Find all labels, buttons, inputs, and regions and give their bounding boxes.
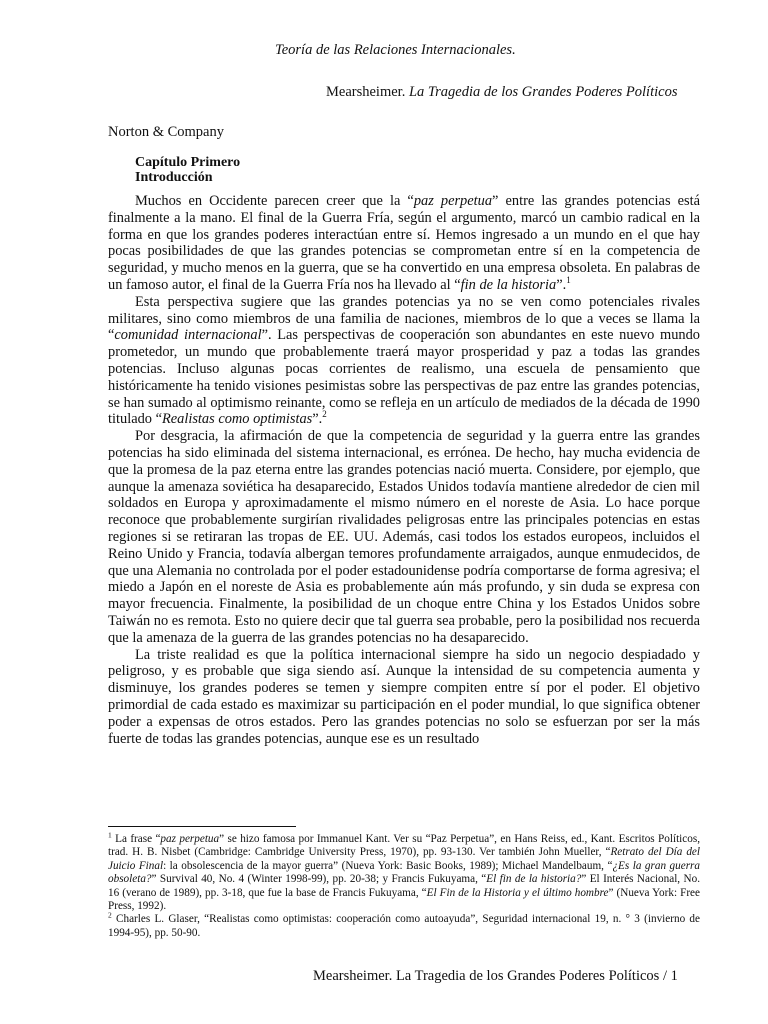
footnote-divider [108,826,296,827]
italic-run: El Fin de la Historia y el último hombre [426,886,609,899]
text-run: ” Survival 40, No. 4 (Winter 1998-99), pp. 20-38; y Francis Fukuyama, “ [151,873,487,886]
text-run: Esta perspectiva sugiere que las grandes potencias ya no se ven como potenciales rivales militares, sino como miembros de una familia de naciones, miembros de lo que a veces se llama la “ [108,293,700,344]
footnote-number: 1 [108,830,112,840]
running-header-course: Teoría de las Relaciones Internacionales. [275,42,516,58]
footnotes [108,830,701,940]
page-footer: Mearsheimer. La Tragedia de los Grandes Poderes Políticos / 1 [313,968,678,984]
text-run: ” El Interés Nacional, No. 16 (verano de 1989), pp. 3-18, que fue la base de Francis Fukuyama, “ [108,873,700,899]
chapter-heading [135,155,240,185]
italic-run: paz perpetua [413,193,493,209]
text-run: ”. [312,411,323,428]
italic-run: Retrato del Día del Juicio Final [108,846,700,872]
footnote-1 [108,830,701,913]
text-run: ” entre las grandes potencias está finalmente a la mano. El final de la Guerra Fría, según el argumento, marcó un cambio radical en la forma en que los grandes poderes interactúan entre sí. Hemos ingresado a un mundo en el que hay pocas posibilidades de que las grandes potencias se comprometan entre sí en la competencia de seguridad, y mucho menos en la guerra, que se ha convertido en una empresa obsoleta. En palabras de un famoso autor, el final de la Guerra Fría nos ha llevado al “ [108,193,700,293]
italic-run: El fin de la historia? [486,873,582,886]
header-author: Mearsheimer. [326,84,406,100]
chapter-title: Introducción [135,170,213,185]
italic-run: comunidad internacional [114,327,262,344]
footnote-2 [108,910,700,940]
chapter-number: Capítulo Primero [135,155,241,170]
paragraph-1 [108,193,700,294]
italic-run: fin de la historia [460,276,557,293]
italic-run: Realistas como optimistas [161,411,313,428]
publisher-line: Norton & Company [108,124,224,140]
text-run: ” se hizo famosa por Immanuel Kant. Ver su “Paz Perpetua”, en Hans Reiss, ed., Kant. Escritos Políticos, trad. H. B. Nisbet (Cambridge: Cambridge University Press, 1970), pp. 93-130. Ver también John Mueller, “ [108,833,700,859]
text-run: Muchos en Occidente parecen creer que la “ [135,193,414,209]
text-run: Charles L. Glaser, “Realistas como optimistas: cooperación como autoayuda”, Seguridad internacional 19, n. ° 3 (invierno de 1994-95), pp. 50-90. [108,913,700,939]
header-book-title: La Tragedia de los Grandes Poderes Políticos [408,84,678,100]
paragraph-3: Por desgracia, la afirmación de que la competencia de seguridad y la guerra entre las grandes potencias ha sido eliminada del sistema internacional, es errónea. De hecho, hay mucha evidencia de que la promesa de la paz eterna entre las grandes potencias nació muerta. Considere, por ejemplo, que aunque la amenaza soviética ha desaparecido, Estados Unidos todavía mantiene alrededor de cien mil soldados en Europa y aproximadamente el mismo número en el noreste de Asia. Lo hace porque reconoce que probablemente surgirían rivalidades peligrosas entre las principales potencias en estas regiones si se retiraran las tropas de EE. UU. Además, casi todos los estados europeos, incluidos el Reino Unido y Francia, todavía albergan temores profundamente arraigados, aunque enmudecidos, de que una Alemania no controlada por el poder estadounidense podría comportarse de forma agresiva; el miedo a Japón en el noreste de Asia es probablemente aún más profundo, y sin duda se expresa con mayor frecuencia. Finalmente, la posibilidad de un choque entre China y los Estados Unidos sobre Taiwán no es remota. Esto no quiere decir que tal guerra sea probable, pero la posibilidad nos recuerda que la amenaza de la guerra de las grandes potencias no ha desaparecido. [108,428,700,646]
text-run: ” (Nueva York: Free Press, 1992). [108,886,700,913]
text-run: : la obsolescencia de la mayor guerra” (Nueva York: Basic Books, 1989); Michael Mandelbaum, “ [163,859,613,872]
italic-run: paz perpetua [160,833,220,845]
text-run: ”. [556,276,567,293]
text-run: ”. Las perspectivas de cooperación son abundantes en este nuevo mundo prometedor, un mundo que probablemente traerá mayor prosperidad y paz a todas las grandes potencias. Incluso algunas pocas corrientes de realismo, una escuela de pensamiento que históricamente ha tenido visiones pesimistas sobre las perspectivas de paz entre las grandes potencias, se han sumado al optimismo reinante, como se refleja en un artículo de mediados de la década de 1990 titulado “ [108,327,700,428]
footnote-ref-1[interactable]: 1 [566,275,571,286]
footnote-ref-2[interactable]: 2 [322,409,327,420]
running-header-book [326,84,677,101]
body-text [108,193,700,747]
text-run: La frase “ [111,833,161,845]
footnote-number: 2 [108,910,112,920]
paragraph-4: La triste realidad es que la política internacional siempre ha sido un negocio despiadado y peligroso, y es probable que siga siendo así. Aunque la intensidad de su competencia aumenta y disminuye, los grandes poderes se temen y siempre compiten entre sí por el poder. El objetivo primordial de cada estado es maximizar su participación en el poder mundial, lo que significa obtener poder a expensas de otros estados. Pero las grandes potencias no solo se esfuerzan por ser la más fuerte de todas las grandes potencias, aunque ese es un resultado [108,646,700,747]
italic-run: ¿Es la gran guerra obsoleta? [108,859,701,886]
paragraph-2 [108,294,700,428]
